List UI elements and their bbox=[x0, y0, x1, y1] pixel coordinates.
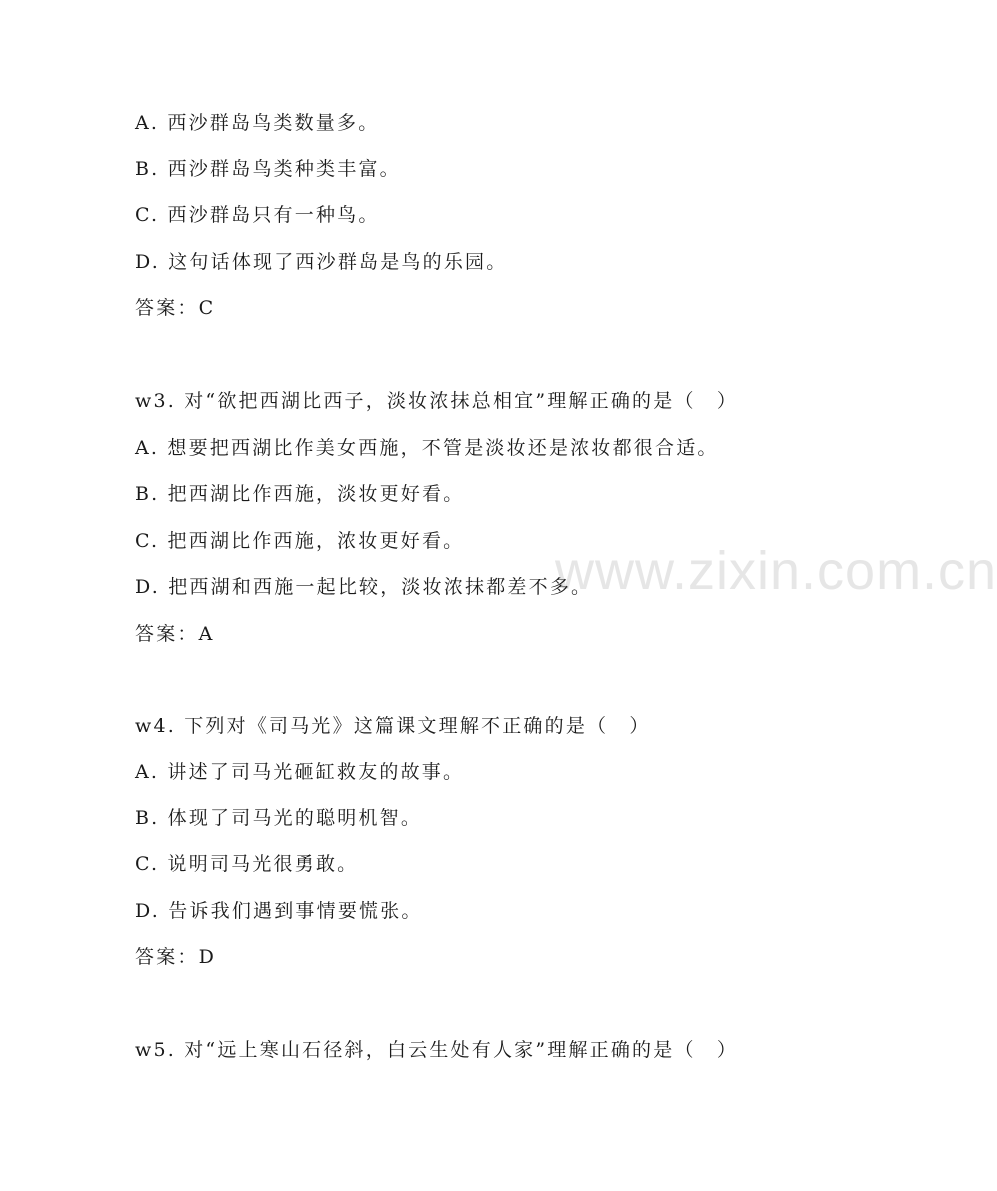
q4-answer: 答案：D bbox=[135, 946, 217, 968]
q2-option-a: A. 西沙群岛鸟类数量多。 bbox=[135, 112, 380, 134]
q3-question: w3. 对“欲把西湖比西子，淡妆浓抹总相宜”理解正确的是（ ） bbox=[135, 390, 739, 412]
q4-question: w4. 下列对《司马光》这篇课文理解不正确的是（ ） bbox=[135, 715, 651, 737]
q3-option-b: B. 把西湖比作西施，淡妆更好看。 bbox=[135, 483, 465, 505]
q4-option-d: D. 告诉我们遇到事情要慌张。 bbox=[135, 900, 423, 922]
q3-option-a: A. 想要把西湖比作美女西施，不管是淡妆还是浓妆都很合适。 bbox=[135, 437, 719, 459]
q4-option-b: B. 体现了司马光的聪明机智。 bbox=[135, 807, 423, 829]
q5-question: w5. 对“远上寒山石径斜，白云生处有人家”理解正确的是（ ） bbox=[135, 1039, 739, 1061]
q3-option-c: C. 把西湖比作西施，浓妆更好看。 bbox=[135, 530, 465, 552]
watermark: www.zixin.com.cn bbox=[555, 541, 997, 601]
q4-option-c: C. 说明司马光很勇敢。 bbox=[135, 853, 359, 875]
q3-option-d: D. 把西湖和西施一起比较，淡妆浓抹都差不多。 bbox=[135, 576, 593, 598]
q2-option-c: C. 西沙群岛只有一种鸟。 bbox=[135, 204, 380, 226]
q4-option-a: A. 讲述了司马光砸缸救友的故事。 bbox=[135, 761, 465, 783]
q2-option-b: B. 西沙群岛鸟类种类丰富。 bbox=[135, 158, 401, 180]
q2-option-d: D. 这句话体现了西沙群岛是鸟的乐园。 bbox=[135, 251, 508, 273]
q2-answer: 答案：C bbox=[135, 297, 216, 319]
q3-answer: 答案：A bbox=[135, 623, 215, 645]
